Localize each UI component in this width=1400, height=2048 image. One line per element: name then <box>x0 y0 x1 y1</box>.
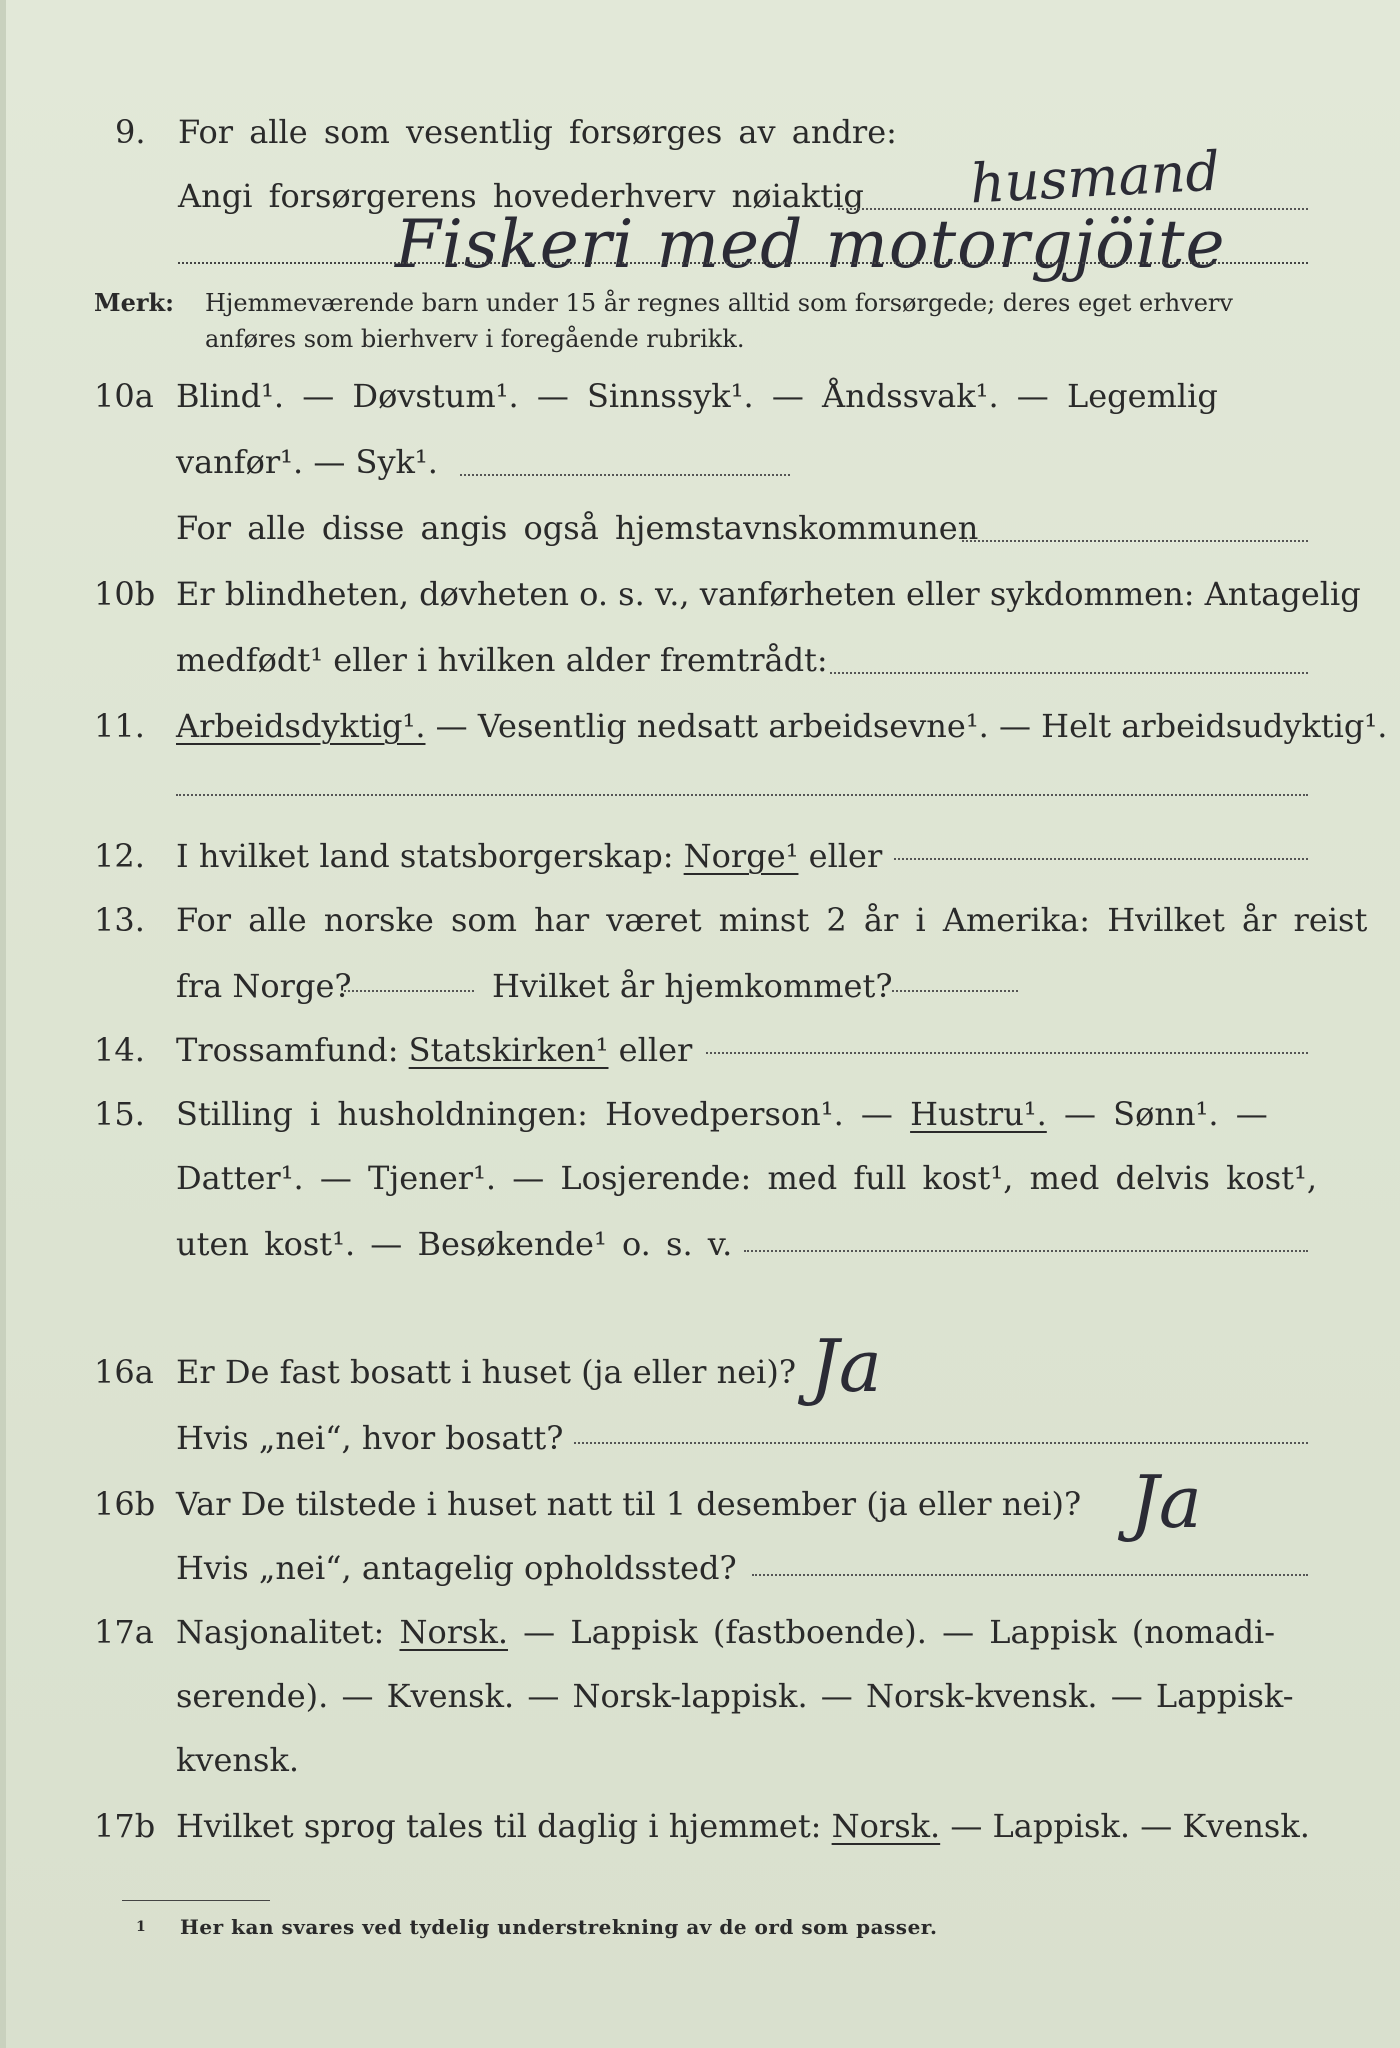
q13-line1: For alle norske som har været minst 2 år i Amerika: Hvilket år reist <box>176 901 1368 939</box>
q12-dotted-line <box>894 858 1308 860</box>
q14-post: eller <box>618 1031 693 1069</box>
q17a-number: 17a <box>94 1613 154 1651</box>
q17a-line1c: — Lappisk (fastboende). — Lappisk (nomadi- <box>523 1613 1276 1651</box>
q15-option-hustru: Hustru¹. <box>910 1095 1047 1133</box>
q16a-dotted-line <box>574 1442 1308 1444</box>
q10a-line3: For alle disse angis også hjemstavnskommunen <box>176 509 979 547</box>
q10b-dotted-line <box>830 672 1308 674</box>
q11-dotted-line <box>176 794 1308 796</box>
q13-number: 13. <box>94 901 145 939</box>
q9-line1: For alle som vesentlig forsørges av andre: <box>178 113 897 151</box>
q9-answer-handwritten: Fiskeri med motorgjöite <box>395 206 1226 283</box>
q13-dotted-line-1 <box>344 990 474 992</box>
q15-line1 <box>176 1094 1268 1134</box>
q16a-answer-handwritten: Ja <box>810 1324 882 1408</box>
q11-option-arbeidsdyktig: Arbeidsdyktig¹. <box>176 707 426 745</box>
q12-line <box>176 836 882 876</box>
q16b-number: 16b <box>94 1485 156 1523</box>
q15-dotted-line <box>744 1250 1308 1252</box>
q17b-pre: Hvilket sprog tales til daglig i hjemmet: <box>176 1807 822 1845</box>
merk-line1: Hjemmeværende barn under 15 år regnes alltid som forsørgede; deres eget erhverv <box>205 289 1233 317</box>
q17a-line2: serende). — Kvensk. — Norsk-lappisk. — Norsk-kvensk. — Lappisk- <box>176 1677 1294 1715</box>
q16a-line2: Hvis „nei“, hvor bosatt? <box>176 1419 564 1457</box>
q15-line1c: — Sønn¹. — <box>1063 1095 1268 1133</box>
footnote-text: Her kan svares ved tydelig understrekning av de ord som passer. <box>180 1915 938 1939</box>
q9-number: 9. <box>115 113 146 151</box>
q14-dotted-line <box>706 1052 1308 1054</box>
page-edge <box>0 0 6 2048</box>
merk-label-text: Merk: <box>94 288 174 317</box>
q10a-line1: Blind¹. — Døvstum¹. — Sinnssyk¹. — Åndssvak¹. — Legemlig <box>176 377 1218 415</box>
footnote-rule <box>122 1900 270 1901</box>
q12-pre: I hvilket land statsborgerskap: <box>176 837 674 875</box>
q17a-line1 <box>176 1612 1275 1652</box>
q16b-line2: Hvis „nei“, antagelig opholdssted? <box>176 1549 737 1587</box>
q11-line <box>176 706 1387 746</box>
q9-answer-line <box>178 262 1308 264</box>
q15-line1a: Stilling i husholdningen: Hovedperson¹. — <box>176 1095 893 1133</box>
q10a-line2: vanfør¹. — Syk¹. <box>176 443 438 481</box>
q16b-dotted-line <box>752 1574 1308 1576</box>
q17b-option-norsk: Norsk. <box>831 1807 941 1845</box>
q16a-line1: Er De fast bosatt i huset (ja eller nei)? <box>176 1353 797 1391</box>
q14-line <box>176 1030 692 1070</box>
q17a-line3: kvensk. <box>176 1741 299 1779</box>
q12-option-norge: Norge¹ <box>683 837 799 875</box>
q14-option-statskirken: Statskirken¹ <box>408 1031 609 1069</box>
q11-number: 11. <box>94 707 145 745</box>
q10a-dotted-line <box>460 474 790 476</box>
q17a-option-norsk: Norsk. <box>399 1613 508 1651</box>
q15-line2: Datter¹. — Tjener¹. — Losjerende: med full kost¹, med delvis kost¹, <box>176 1159 1318 1197</box>
footnote-mark: 1 <box>136 1919 147 1935</box>
q10b-line2: medfødt¹ eller i hvilken alder fremtrådt: <box>176 641 828 679</box>
q17a-line1a: Nasjonalitet: <box>176 1613 385 1651</box>
q13-dotted-line-2 <box>892 990 1018 992</box>
q10a-number: 10a <box>94 377 154 415</box>
q9-line2: Angi forsørgerens hovederhverv nøiaktig <box>178 177 864 215</box>
q17b-post: — Lappisk. — Kvensk. <box>950 1807 1310 1845</box>
q13-line2a: fra Norge? <box>176 967 352 1005</box>
q16b-answer-handwritten: Ja <box>1130 1460 1202 1544</box>
q14-number: 14. <box>94 1031 145 1069</box>
q16b-line1: Var De tilstede i huset natt til 1 desember (ja eller nei)? <box>176 1485 1082 1523</box>
q10a-dotted-line-2 <box>962 540 1308 542</box>
q17b-number: 17b <box>94 1807 156 1845</box>
q11-rest: — Vesentlig nedsatt arbeidsevne¹. — Helt arbeidsudyktig¹. <box>425 707 1388 745</box>
q10b-line1: Er blindheten, døvheten o. s. v., vanførheten eller sykdommen: Antagelig <box>176 575 1361 613</box>
q12-post: eller <box>808 837 883 875</box>
q13-line2b: Hvilket år hjemkommet? <box>492 967 893 1005</box>
merk-label <box>94 286 174 320</box>
merk-line2: anføres som bierhverv i foregående rubrikk. <box>205 325 745 353</box>
q12-number: 12. <box>94 837 145 875</box>
q9-answer-handwritten-top: husmand <box>968 139 1222 216</box>
q10b-number: 10b <box>94 575 156 613</box>
q16a-number: 16a <box>94 1353 154 1391</box>
q15-number: 15. <box>94 1095 145 1133</box>
q14-pre: Trossamfund: <box>176 1031 399 1069</box>
q17b-line <box>176 1806 1310 1846</box>
q15-line3: uten kost¹. — Besøkende¹ o. s. v. <box>176 1225 733 1263</box>
